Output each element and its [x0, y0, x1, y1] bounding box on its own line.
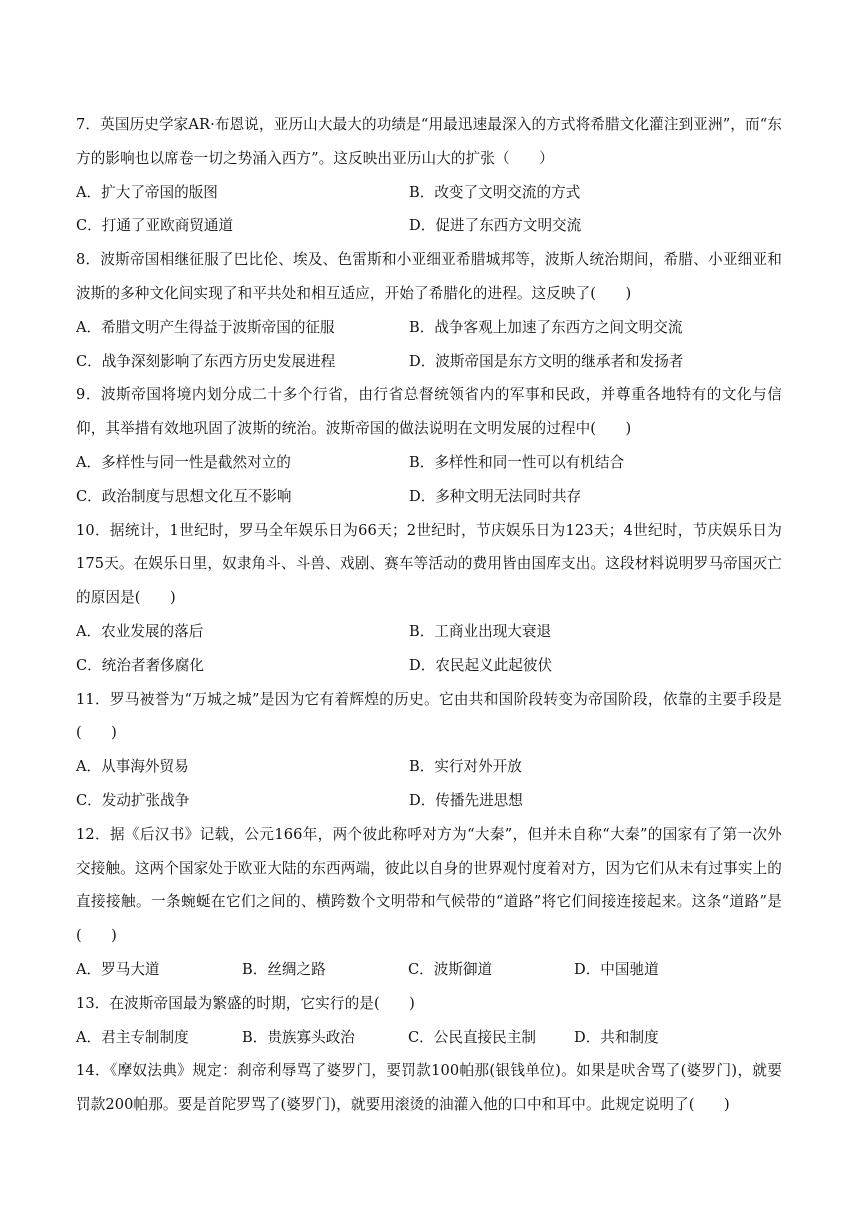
option-c: C．公民直接民主制: [408, 1028, 536, 1046]
option-d: D．共和制度: [574, 1028, 659, 1046]
options: [76, 311, 782, 379]
question-7: [76, 108, 782, 243]
option-a: A．多样性与同一性是截然对立的: [76, 453, 291, 471]
option-c: C．统治者奢侈腐化: [76, 656, 204, 674]
option-a: A．君主专制制度: [76, 1028, 189, 1046]
option-d: D．多种文明无法同时共存: [409, 487, 582, 505]
option-b: B．实行对外开放: [409, 758, 522, 776]
question-14: [76, 1054, 782, 1122]
question-stem: 7．英国历史学家AR·布恩说，亚历山大最大的功绩是“用最迅速最深入的方式将希腊文化灌注到亚洲”，而“东方的影响也以席卷一切之势涌入西方”。这反映出亚历山大的扩张（ ）: [76, 116, 782, 167]
question-8: [76, 243, 782, 378]
option-d: D．中国驰道: [574, 960, 659, 978]
option-b: B．工商业出现大衰退: [409, 622, 552, 640]
option-d: D．传播先进思想: [409, 791, 523, 809]
option-b: B．丝绸之路: [242, 960, 326, 978]
option-d: D．农民起义此起彼伏: [409, 656, 553, 674]
question-stem: 13．在波斯帝国最为繁盛的时期，它实行的是( ): [76, 994, 415, 1012]
question-stem: 10．据统计，1世纪时，罗马全年娱乐日为66天；2世纪时，节庆娱乐日为123天；4世纪时，节庆娱乐日为175天。在娱乐日里，奴隶角斗、斗兽、戏剧、赛车等活动的费用皆由国库支出。这段材料说明罗马帝国灭亡的原因是( ): [76, 521, 782, 607]
option-b: B．战争客观上加速了东西方之间文明交流: [409, 318, 683, 336]
question-10: [76, 514, 782, 683]
question-stem: 9．波斯帝国将境内划分成二十多个行省，由行省总督统领省内的军事和民政，并尊重各地特有的文化与信仰，其举措有效地巩固了波斯的统治。波斯帝国的做法说明在文明发展的过程中( ): [76, 386, 782, 438]
option-c: C．波斯御道: [408, 960, 493, 978]
options: [76, 615, 782, 683]
option-c: C．战争深刻影响了东西方历史发展进程: [76, 352, 336, 370]
options: [76, 1021, 782, 1055]
option-a: A．从事海外贸易: [76, 758, 189, 776]
option-b: B．改变了文明交流的方式: [409, 183, 581, 201]
option-c: C．打通了亚欧商贸通道: [76, 217, 234, 235]
options: [76, 176, 782, 244]
option-b: B．贵族寡头政治: [242, 1028, 355, 1046]
question-stem: 11．罗马被誉为“万城之城”是因为它有着辉煌的历史。它由共和国阶段转变为帝国阶段，依靠的主要手段是( ): [76, 690, 782, 742]
option-c: C．政治制度与思想文化互不影响: [76, 487, 292, 505]
question-stem: 8．波斯帝国相继征服了巴比伦、埃及、色雷斯和小亚细亚希腊城邦等，波斯人统治期间，希腊、小亚细亚和波斯的多种文化间实现了和平共处和相互适应，开始了希腊化的进程。这反映了( ): [76, 251, 782, 302]
option-d: D．促进了东西方文明交流: [409, 217, 582, 235]
question-stem: 14．《摩奴法典》规定：刹帝利辱骂了婆罗门，要罚款100帕那(银钱单位)。如果是吠舍骂了(婆罗门)，就要罚款200帕那。要是首陀罗骂了(婆罗门)，就要用滚烫的油灌入他的口中和耳中。此规定说明了( ): [76, 1062, 782, 1114]
option-d: D．波斯帝国是东方文明的继承者和发扬者: [409, 352, 684, 370]
question-stem: 12．据《后汉书》记载，公元166年，两个彼此称呼对方为“大秦”，但并未自称“大秦”的国家有了第一次外交接触。这两个国家处于欧亚大陆的东西两端，彼此以自身的世界观忖度着对方，因为它们从未有过事实上的直接接触。一条蜿蜒在它们之间的、横跨数个文明带和气候带的“道路”将它们间接连接起来。这条“道路”是( ): [76, 825, 782, 945]
option-a: A．罗马大道: [76, 960, 160, 978]
question-list: [76, 108, 782, 1122]
option-a: A．希腊文明产生得益于波斯帝国的征服: [76, 318, 335, 336]
option-a: A．扩大了帝国的版图: [76, 183, 218, 201]
options: [76, 446, 782, 514]
options: [76, 953, 782, 987]
option-c: C．发动扩张战争: [76, 791, 190, 809]
option-a: A．农业发展的落后: [76, 622, 204, 640]
question-12: [76, 818, 782, 987]
question-13: [76, 987, 782, 1055]
question-11: [76, 683, 782, 818]
option-b: B．多样性和同一性可以有机结合: [409, 453, 625, 471]
options: [76, 750, 782, 818]
question-9: [76, 378, 782, 513]
